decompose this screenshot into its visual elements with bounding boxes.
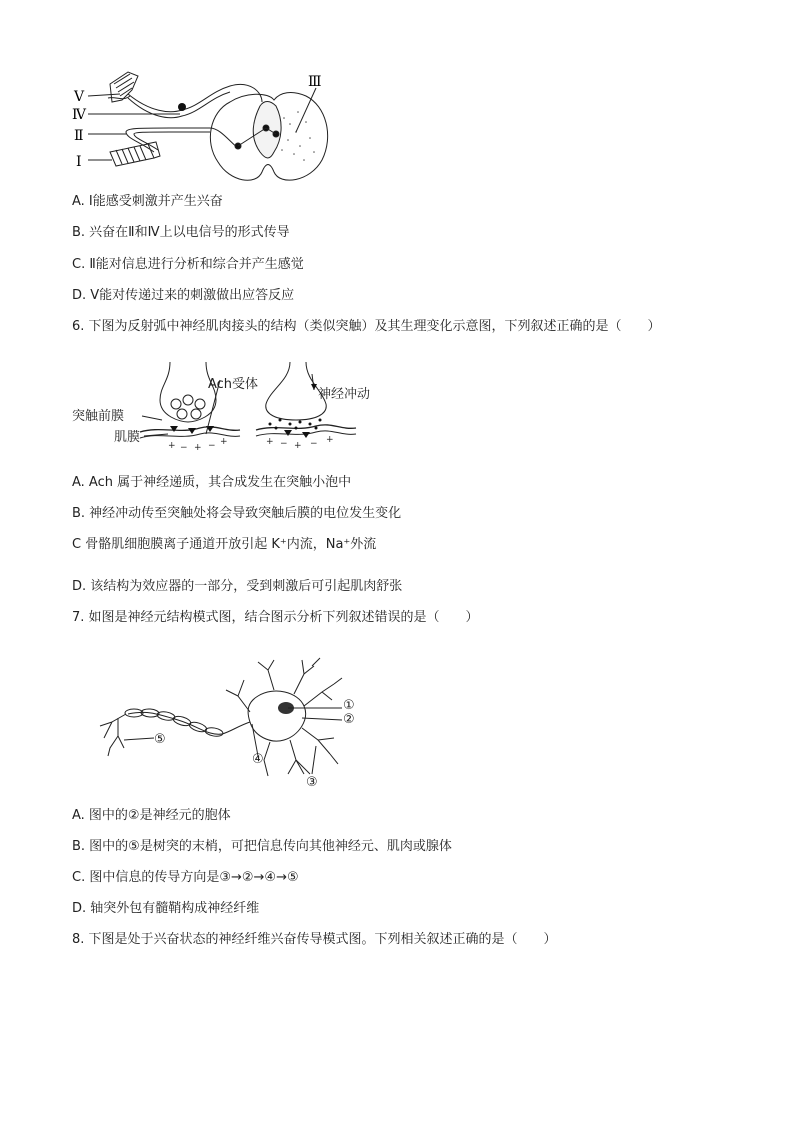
label-ach-receptor: Ach受体 xyxy=(208,377,259,392)
q7-option-d: D. 轴突外包有髓鞘构成神经纤维 xyxy=(72,901,260,916)
q5-option-b: B. 兴奋在Ⅱ和Ⅳ上以电信号的形式传导 xyxy=(72,225,290,240)
q5-option-d: D. Ⅴ能对传递过来的刺激做出应答反应 xyxy=(72,288,295,303)
label-muscle-membrane: 肌膜 xyxy=(114,430,141,445)
q5-option-a: A. Ⅰ能感受刺激并产生兴奋 xyxy=(72,194,223,209)
svg-text:−: − xyxy=(280,439,288,449)
receptor-skin-drawing xyxy=(108,72,138,102)
svg-text:+: + xyxy=(266,437,274,447)
neuron-structure-figure xyxy=(98,656,368,796)
q6-option-d: D. 该结构为效应器的一部分，受到刺激后可引起肌肉舒张 xyxy=(72,579,403,594)
label-1: ① xyxy=(343,698,355,713)
q7-stem: 7. 如图是神经元结构模式图，结合图示分析下列叙述错误的是（ ） xyxy=(72,610,479,625)
muscle-effector-drawing xyxy=(110,142,160,166)
label-5: ⑤ xyxy=(154,732,166,747)
svg-text:+: + xyxy=(326,435,334,445)
svg-text:+: + xyxy=(294,441,302,451)
svg-text:−: − xyxy=(180,443,188,453)
q7-option-c: C. 图中信息的传导方向是③→②→④→⑤ xyxy=(72,870,299,885)
label-presynaptic-membrane: 突触前膜 xyxy=(72,409,125,424)
q6-option-a: A. Ach 属于神经递质，其合成发生在突触小泡中 xyxy=(72,475,352,490)
q5-option-c: C. Ⅱ能对信息进行分析和综合并产生感觉 xyxy=(72,257,304,272)
label-2: ② xyxy=(343,712,355,727)
q6-option-c: C 骨骼肌细胞膜离子通道开放引起 K⁺内流，Na⁺外流 xyxy=(72,537,377,552)
q6-stem: 6. 下图为反射弧中神经肌肉接头的结构（类似突触）及其生理变化示意图，下列叙述正确的是（ ） xyxy=(72,319,661,334)
label-ii: Ⅱ xyxy=(74,128,84,144)
ganglion-dot xyxy=(178,103,186,111)
q7-option-b: B. 图中的⑤是树突的末梢，可把信息传向其他神经元、肌肉或腺体 xyxy=(72,839,452,854)
q8-stem: 8. 下图是处于兴奋状态的神经纤维兴奋传导模式图。下列相关叙述正确的是（ ） xyxy=(72,932,557,947)
svg-text:+: + xyxy=(220,437,228,447)
label-v: Ⅴ xyxy=(74,89,85,105)
spinal-cord-drawing xyxy=(210,93,327,181)
q6-option-b: B. 神经冲动传至突触处将会导致突触后膜的电位发生变化 xyxy=(72,506,402,521)
label-iv: Ⅳ xyxy=(72,107,86,123)
afferent-nerve-drawing xyxy=(128,84,262,111)
q7-option-a: A. 图中的②是神经元的胞体 xyxy=(72,808,231,823)
reflex-arc-figure xyxy=(70,62,340,190)
label-nerve-impulse: 神经冲动 xyxy=(318,387,371,402)
svg-text:−: − xyxy=(208,441,216,451)
label-3: ③ xyxy=(306,775,318,790)
svg-text:−: − xyxy=(310,439,318,449)
svg-text:+: + xyxy=(194,443,202,453)
label-iii: Ⅲ xyxy=(308,74,322,90)
label-i: Ⅰ xyxy=(76,154,82,170)
label-4: ④ xyxy=(252,752,264,767)
svg-text:+: + xyxy=(168,441,176,451)
